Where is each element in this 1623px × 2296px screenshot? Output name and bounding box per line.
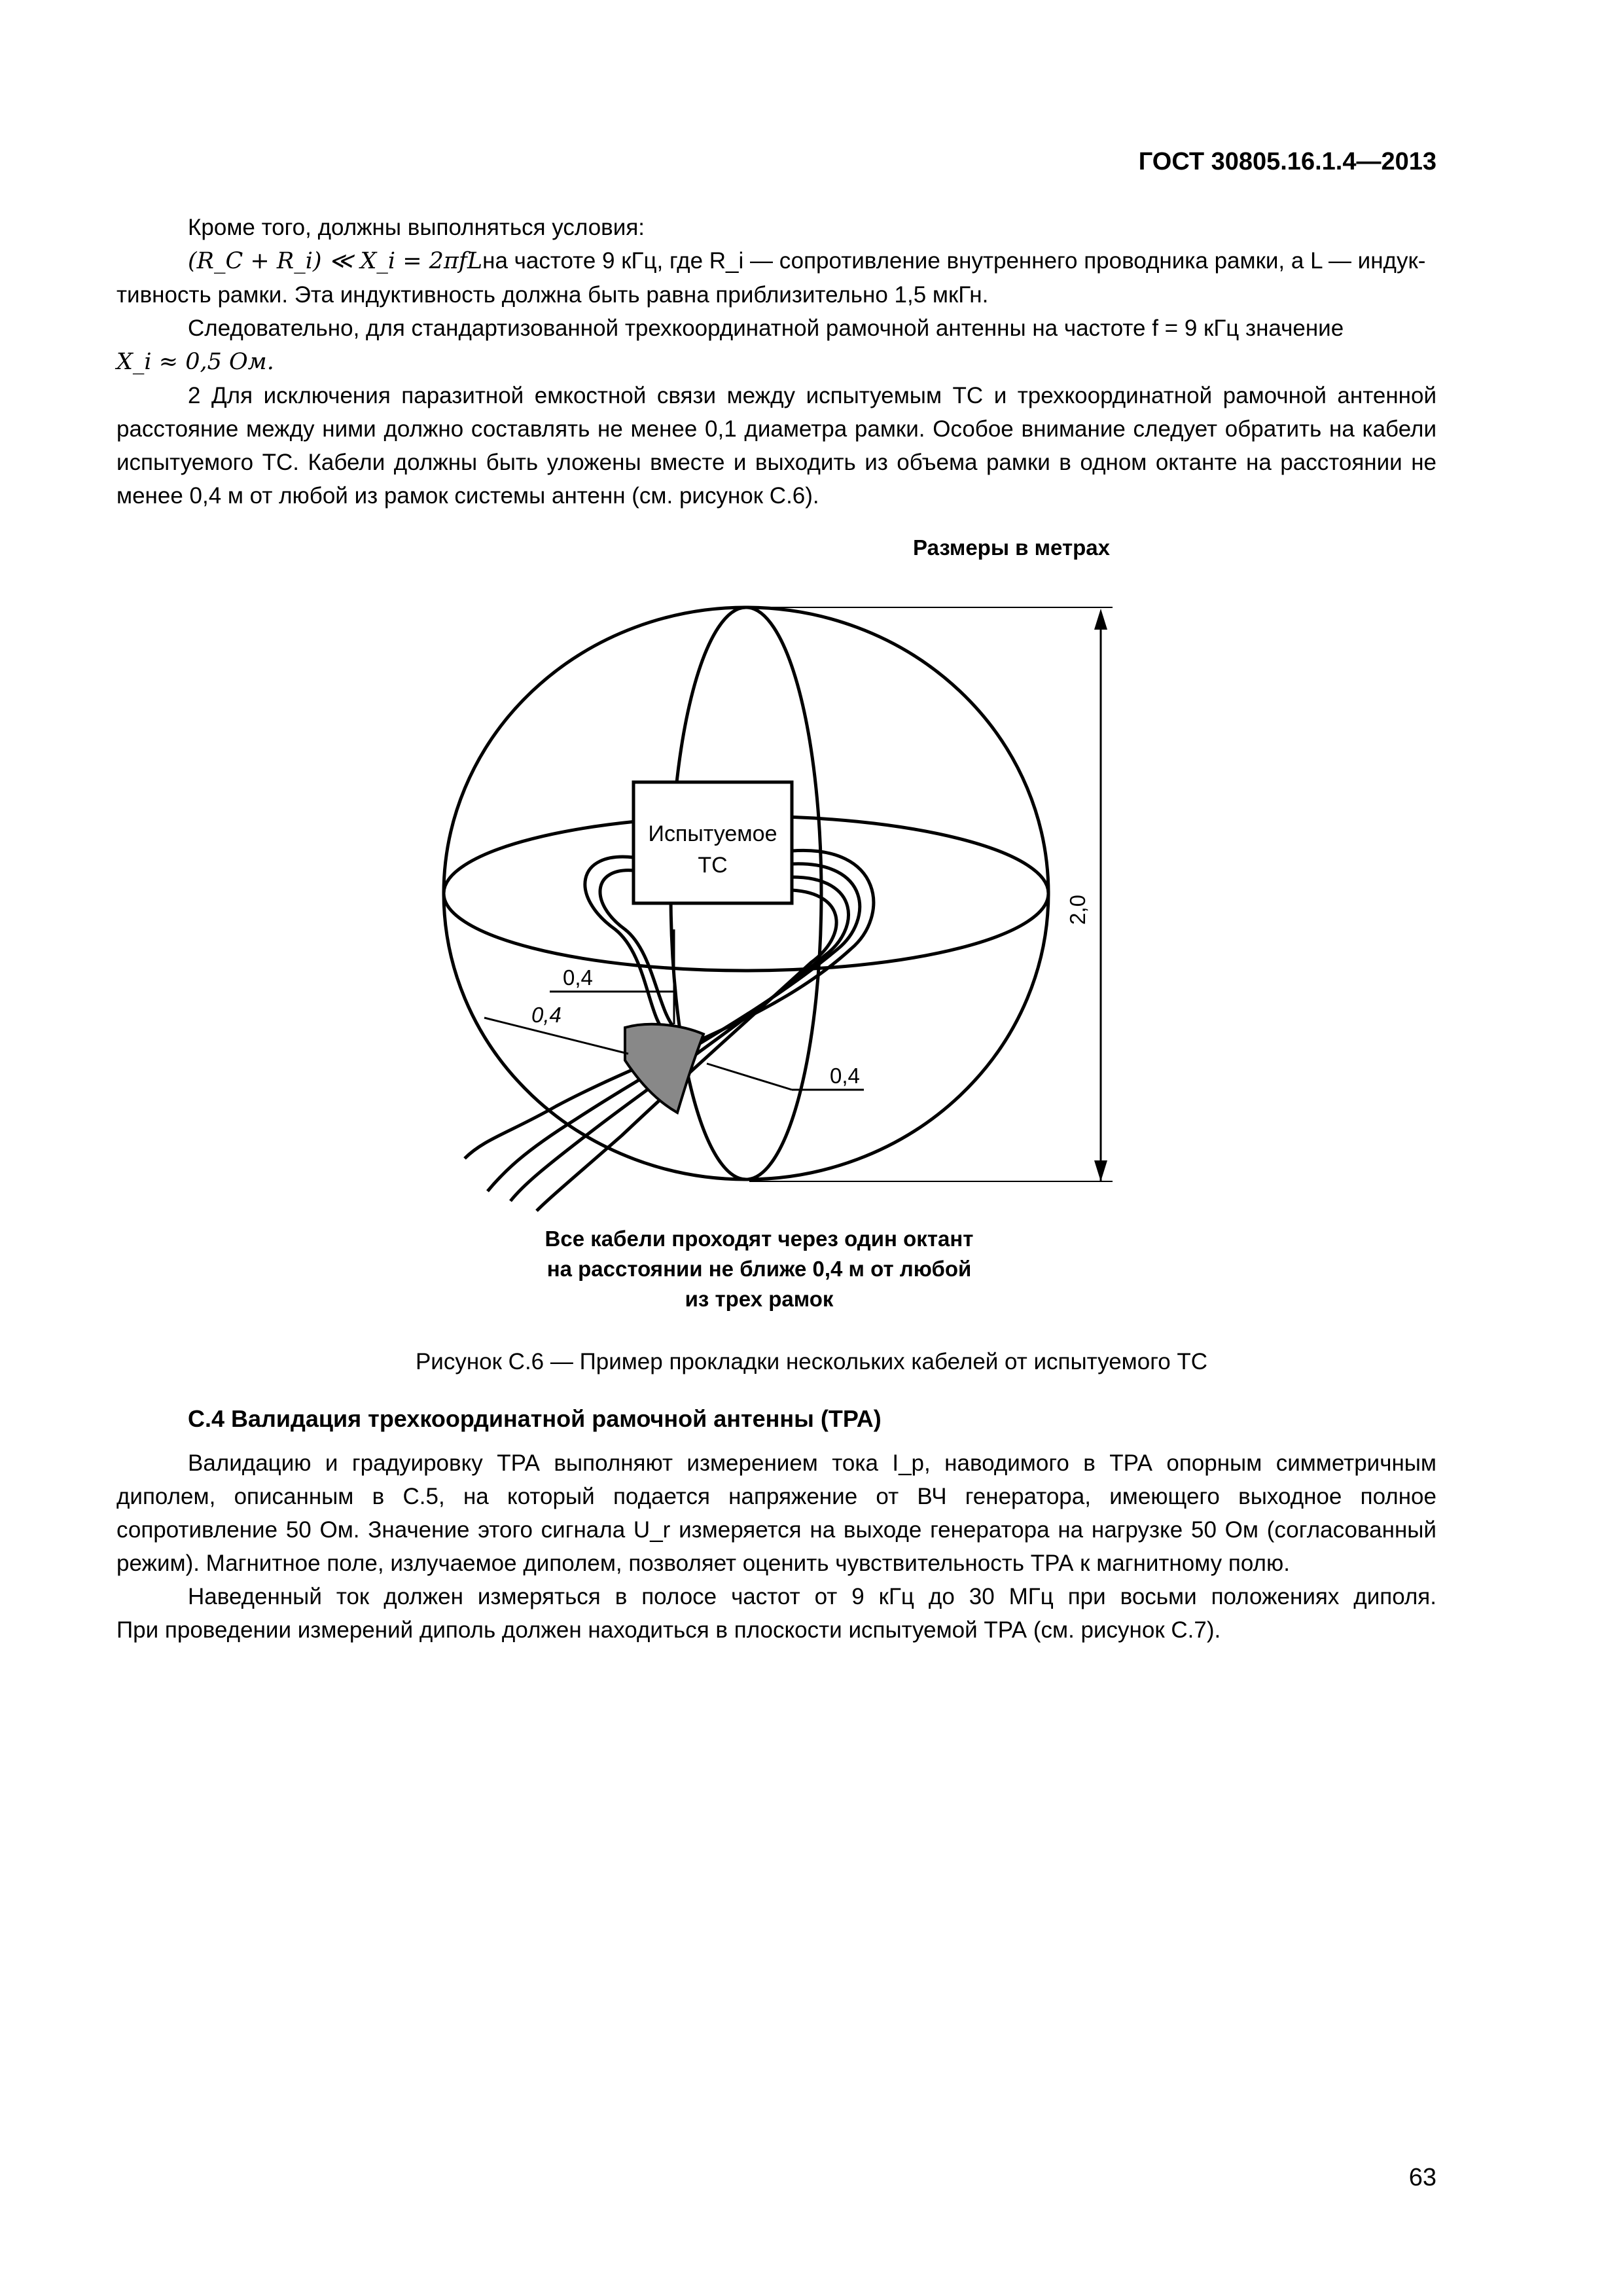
paragraph-consequently: Следовательно, для стандартизованной трехкоординатной рамочной антенны на частоте f = 9 кГц значение	[188, 315, 1344, 341]
figure-note	[510, 1224, 1008, 1314]
page-number: 63	[1408, 2164, 1436, 2191]
dimensions-note: Размеры в метрах	[913, 535, 1110, 560]
eut-label-1: Испытуемое	[648, 821, 777, 846]
figure-note-line-2: на расстоянии не ближе 0,4 м от любой	[546, 1257, 972, 1281]
figure-caption: Рисунок С.6 — Пример прокладки нескольких кабелей от испытуемого ТС	[415, 1349, 1208, 1374]
paragraph-note-2: 2 Для исключения паразитной емкостной связи между испытуемым ТС и трехкоординатной рамочной антенной расстояние между ними должно составлять не менее 0,1 диаметра рамки. Особое внимание следует обратить на кабели испытуемого ТС. Кабели должны быть уложены вместе и выходить из объема рамки в одном октанте на расстоянии не менее 0,4 м от любой из рамок системы антенн (см. рисунок С.6).	[116, 383, 1436, 509]
figure-note-line-3: из трех рамок	[685, 1287, 834, 1311]
paragraph-conditions: Кроме того, должны выполняться условия:	[188, 215, 645, 240]
text-block-bottom	[116, 1446, 1436, 1647]
section-heading: С.4 Валидация трехкоординатной рамочной антенны (ТРА)	[188, 1405, 882, 1432]
paragraph-measurement: Наведенный ток должен измеряться в полосе частот от 9 кГц до 30 МГц при восьми положениях диполя.	[188, 1584, 1436, 1609]
figure-note-line-1: Все кабели проходят через один октант	[544, 1227, 974, 1251]
dim-label-c: 0,4	[830, 1064, 860, 1088]
paragraph-validation: Валидацию и градуировку ТРА выполняют измерением тока I_p, наводимого в ТРА опорным симметричным диполем, описанным в С.5, на который подается напряжение от ВЧ генератора, имеющего выходное полное сопротивление 50 Ом. Значение этого сигнала U_r измеряется на выходе генератора на нагрузке 50 Ом (согласованный режим). Магнитное поле, излучаемое диполем, позволяет оценить чувствительность ТРА к магнитному полю.	[116, 1450, 1436, 1576]
document-header: ГОСТ 30805.16.1.4—2013	[1138, 148, 1436, 175]
formula-text: на частоте 9 кГц, где R_i — сопротивление внутреннего проводника рамки, а L — индук-	[482, 248, 1426, 274]
paragraph-dipole-plane: При проведении измерений диполь должен находиться в плоскости испытуемой ТРА (см. рисунок С.7).	[116, 1617, 1221, 1643]
eut-label-2: ТС	[698, 853, 728, 878]
xi-value: X_i ≈ 0,5 Ом.	[116, 349, 274, 375]
dim-label-b: 0,4	[531, 1003, 562, 1027]
paragraph-formula-cont: тивность рамки. Эта индуктивность должна быть равна приблизительно 1,5 мкГн.	[116, 282, 989, 308]
dim-label-height: 2,0	[1065, 895, 1090, 925]
dim-label-a: 0,4	[563, 965, 593, 990]
formula-inline: (R_C + R_i) ≪ X_i = 2πfL	[188, 248, 483, 274]
